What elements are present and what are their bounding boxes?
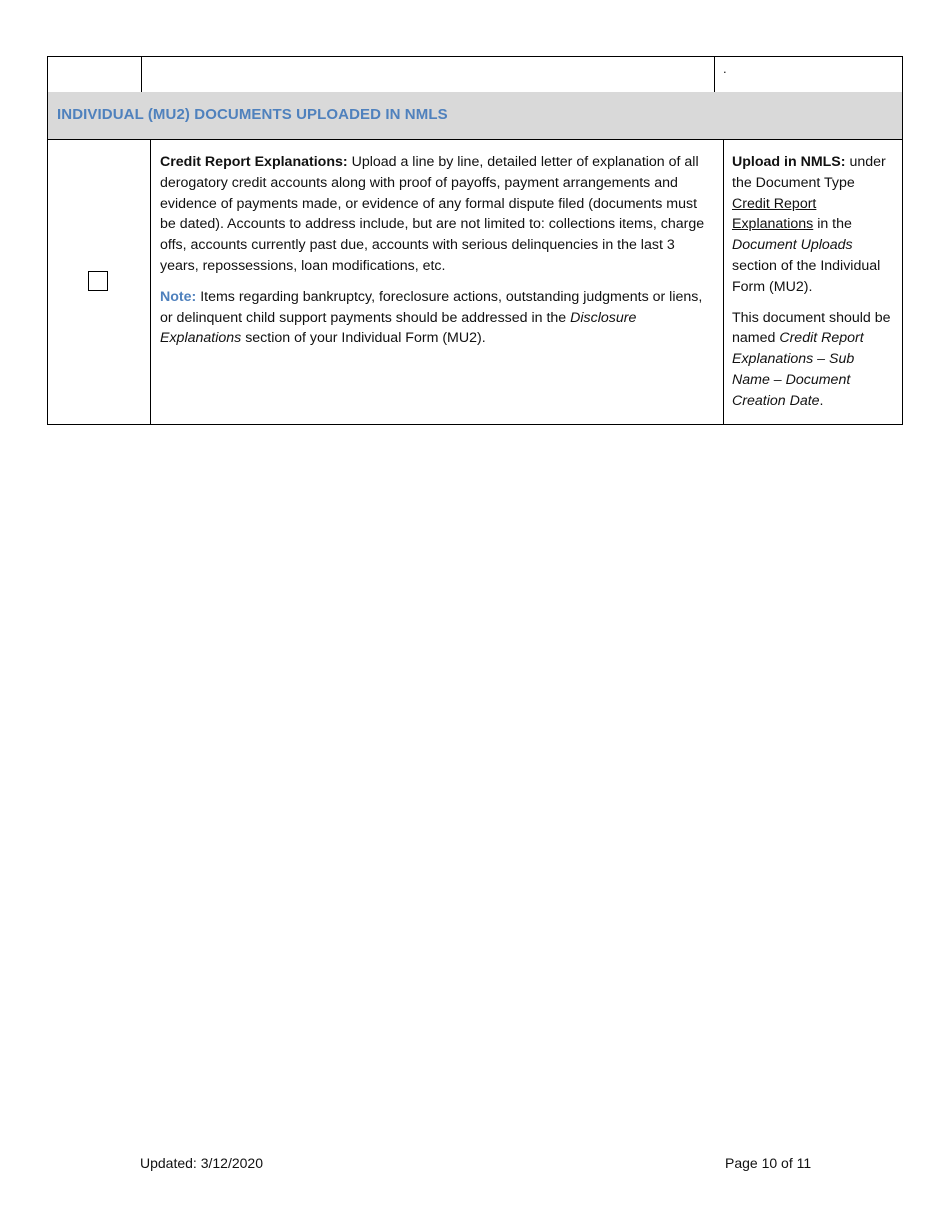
item-description bbox=[160, 152, 713, 277]
note-label: Note: bbox=[160, 288, 197, 305]
upload-mid: in the bbox=[813, 216, 852, 233]
footer-page-number: Page 10 of 11 bbox=[725, 1155, 812, 1171]
upload-heading: Upload in NMLS: bbox=[732, 154, 846, 170]
document-type-name: Credit Report Explanations bbox=[732, 195, 817, 233]
instructions-cell-top: . bbox=[723, 61, 727, 76]
table-row-top bbox=[48, 57, 902, 93]
instructions-cell bbox=[724, 140, 902, 424]
note-italic: Disclosure Explanations bbox=[160, 309, 637, 347]
description-cell-empty bbox=[142, 57, 715, 92]
naming-instructions bbox=[732, 308, 896, 412]
naming-post: . bbox=[819, 392, 824, 409]
note-text: Items regarding bankruptcy, foreclosure actions, outstanding judgments or liens, or delinquent child support payments should be addressed in the bbox=[160, 288, 703, 326]
requirements-table bbox=[47, 56, 903, 425]
section-title: INDIVIDUAL (MU2) DOCUMENTS UPLOADED IN NMLS bbox=[57, 106, 448, 123]
description-cell bbox=[151, 140, 724, 424]
checkbox-cell bbox=[48, 140, 151, 424]
table-row-credit-report bbox=[48, 140, 902, 424]
item-heading: Credit Report Explanations: bbox=[160, 154, 348, 170]
section-header-row bbox=[48, 92, 902, 140]
credit-report-checkbox[interactable] bbox=[88, 271, 108, 291]
upload-section-name: Document Uploads bbox=[732, 237, 853, 254]
naming-italic: Credit Report Explanations – Sub Name – Document Creation Date bbox=[732, 330, 864, 409]
upload-post: section of the Individual Form (MU2). bbox=[732, 257, 881, 295]
naming-pre: This document should be named bbox=[732, 309, 891, 347]
footer-updated-date: Updated: 3/12/2020 bbox=[140, 1155, 263, 1171]
upload-instructions bbox=[732, 152, 896, 298]
item-description-text: Upload a line by line, detailed letter of explanation of all derogatory credit accounts along with proof of payoffs, payment arrangements and evidence of payments made, or evidence of any formal dispute filed (documents must be dated). Accounts to address include, but are not limited to: collections items, charge offs, accounts currently past due, accounts with serious delinquencies in the last 3 years, repossessions, loan modifications, etc. bbox=[160, 154, 705, 274]
upload-pre: under the Document Type bbox=[732, 154, 886, 191]
note-tail: section of your Individual Form (MU2). bbox=[241, 330, 486, 347]
checkbox-cell-empty bbox=[48, 57, 142, 92]
item-note bbox=[160, 287, 713, 349]
